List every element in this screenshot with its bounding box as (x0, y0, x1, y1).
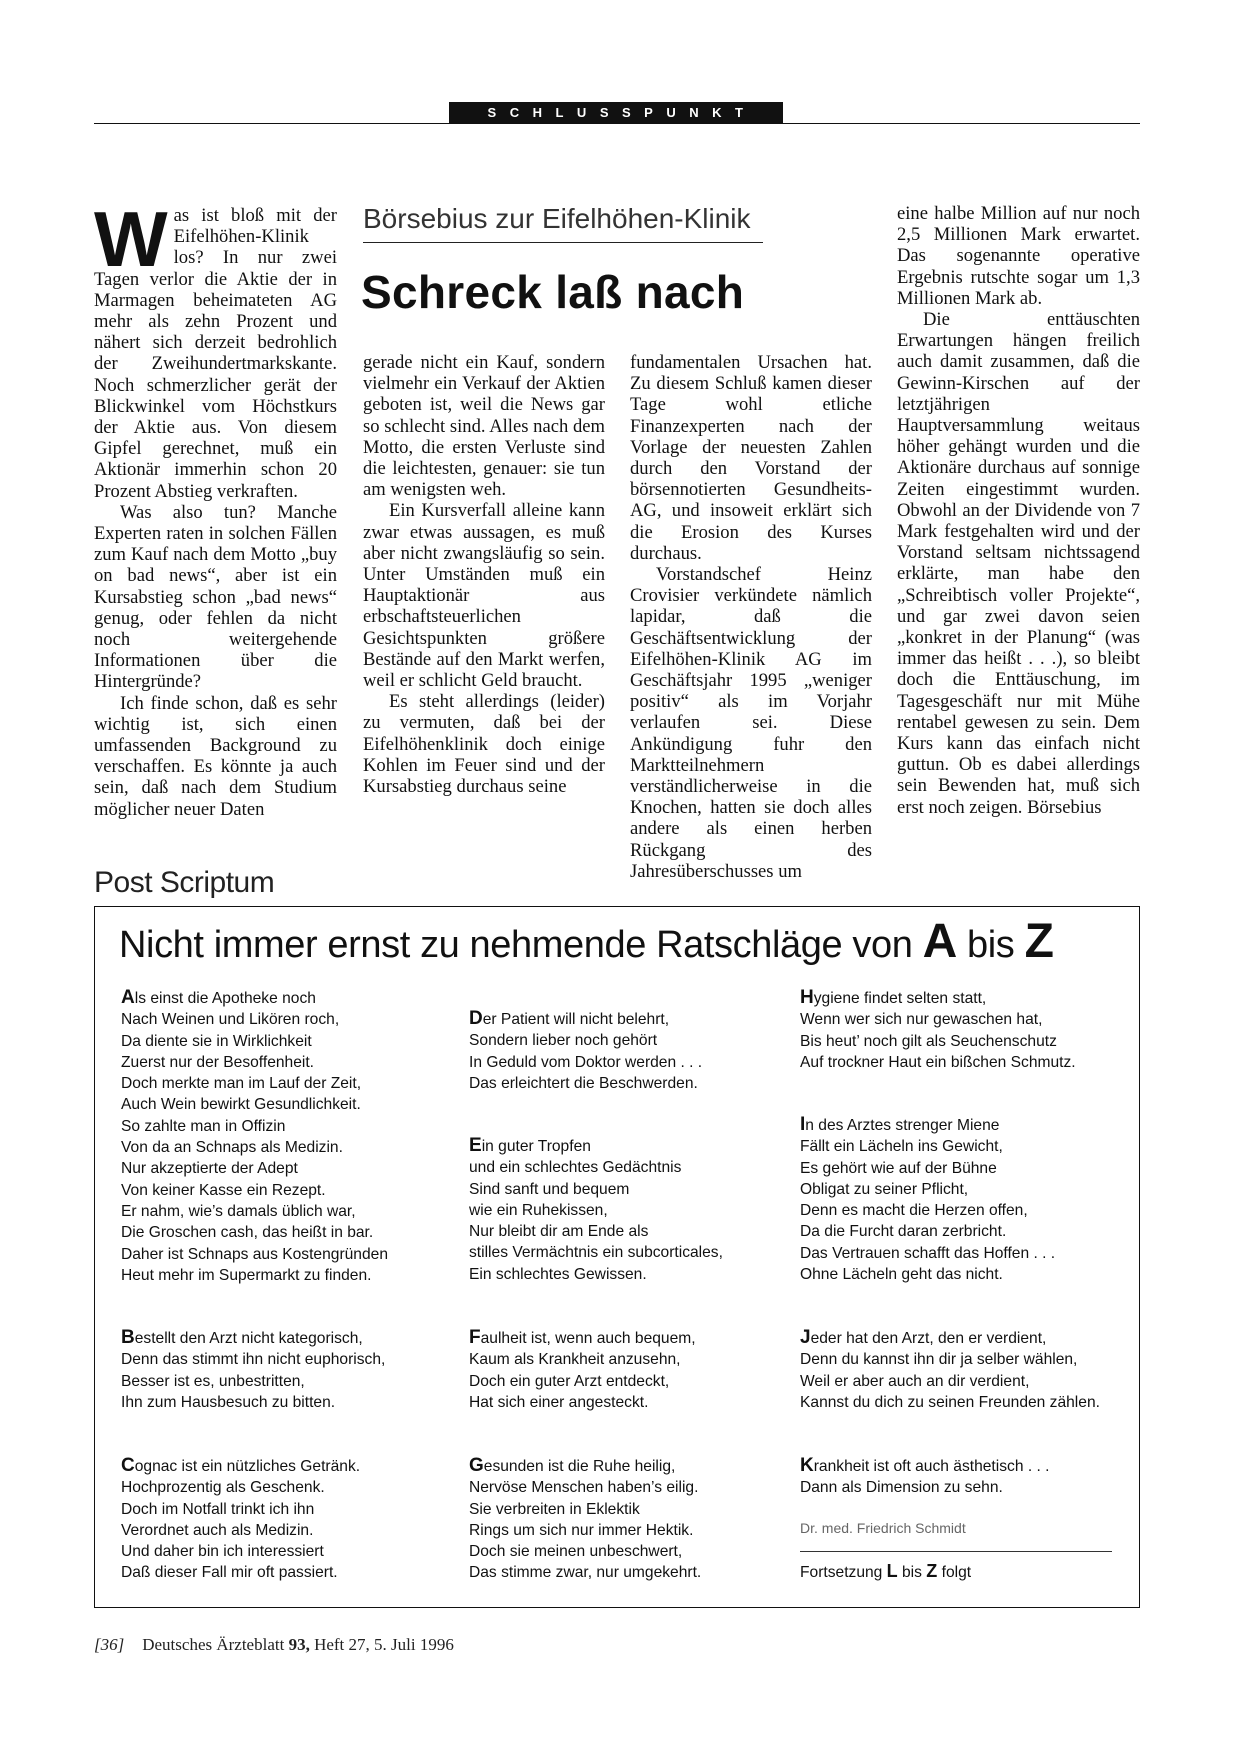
stanza-initial: I (800, 1114, 806, 1135)
stanza-line: Kannst du dich zu seinen Freunden zählen. (800, 1393, 1100, 1411)
stanza-line: und ein schlechtes Gedächtnis (469, 1159, 682, 1177)
stanza-line: Sie verbreiten in Eklektik (469, 1500, 640, 1518)
article-paragraph: Was also tun? Manche Experten raten in solchen Fällen zum Kauf nach dem Motto „buy on bad news“, aber ist ein Kursabstieg schon „bad news“ genug, oder fehlen da nicht noch weitergehende Informationen über die Hintergründe? (94, 501, 337, 693)
stanza-f (469, 1327, 696, 1413)
header-rule (94, 123, 1140, 124)
volume-number: 93, (288, 1635, 310, 1654)
stanza-line: Da die Furcht daran zerbricht. (800, 1223, 1007, 1241)
stanza-line: Cognac ist ein nützliches Getränk. (121, 1455, 361, 1476)
post-scriptum-title: Nicht immer ernst zu nehmende Ratschläge von A bis Z (119, 915, 1054, 968)
article-paragraph: Die enttäuschten Erwartungen hängen freilich auch damit zusammen, daß die Gewinn-Kirschen auf der letztjährigen Hauptversammlung weitaus höher gehängt wurden und die Aktionäre durchaus auf sonnige Zeiten eingestimmt wurden. Obwohl an der Dividende von 7 Mark festgehalten wird und der Vorstand seltsam nichtssagend erklärte, man habe den „Schreibtisch voller Projekte“, und gar zwei davon seien „konkret in der Planung“ (was immer das heißt . . .), so bleibt doch die Enttäuschung, im Tagesgeschäft nur mit Mühe rentabel gewesen zu sein. Dem Kurs kann das einfach nicht guttun. Ob es dabei allerdings sein Bewenden hat, muß sich erst noch zeigen. Börsebius (897, 309, 1140, 818)
page-footer (94, 1634, 454, 1656)
stanza-line: Sondern lieber noch gehört (469, 1032, 658, 1050)
stanza-line: Wenn wer sich nur gewaschen hat, (800, 1011, 1043, 1029)
stanza-line: Er nahm, wie’s damals üblich war, (121, 1202, 356, 1220)
stanza-line: Daß dieser Fall mir oft passiert. (121, 1564, 338, 1582)
stanza-line: Ohne Lächeln geht das nicht. (800, 1266, 1003, 1284)
stanza-line: Der Patient will nicht belehrt, (469, 1008, 670, 1029)
stanza-line: Die Groschen cash, das heißt in bar. (121, 1224, 374, 1242)
kicker-rule (363, 242, 763, 243)
article-column-3 (630, 352, 872, 882)
article-paragraph: Ich finde schon, daß es sehr wichtig ist, sich einen umfassenden Background zu verschaffen. Es könnte ja auch sein, daß nach dem Studium möglicher neuer Daten (94, 692, 337, 820)
stanza-line: Obligat zu seiner Pflicht, (800, 1180, 969, 1198)
stanza-line: Dann als Dimension zu sehn. (800, 1479, 1003, 1497)
stanza-initial: F (469, 1327, 481, 1348)
article-column-2 (363, 352, 605, 797)
article-kicker: Börsebius zur Eifelhöhen-Klinik (363, 203, 751, 234)
stanza-line: Rings um sich nur immer Hektik. (469, 1521, 694, 1539)
article-column-1 (94, 195, 337, 820)
stanza-initial: G (469, 1455, 484, 1476)
stanza-line: Zuerst nur der Besoffenheit. (121, 1053, 315, 1071)
stanza-line: Bestellt den Arzt nicht kategorisch, (121, 1327, 363, 1348)
stanza-line: Ein guter Tropfen (469, 1135, 591, 1156)
stanza-line: Das Vertrauen schafft das Hoffen . . . (800, 1244, 1056, 1262)
article-paragraph: Ein Kursverfall alleine kann zwar etwas aussagen, es muß aber nicht zwangsläufig so sein. Unter Umständen muß ein Hauptaktionär aus erbschaftsteuerlichen Gesichtspunkten größere Bestände auf den Markt werfen, weil er schlicht Geld braucht. (363, 500, 605, 692)
stanza-line: Nach Weinen und Likören roch, (121, 1011, 340, 1029)
stanza-e (469, 1135, 723, 1285)
stanza-line: In Geduld vom Doktor werden . . . (469, 1053, 703, 1071)
article-paragraph: Es steht allerdings (leider) zu vermuten, daß bei der Eifelhöhenklinik doch einige Kohlen im Feuer sind und der Kursabstieg durchaus seine (363, 691, 605, 798)
issue-info: Heft 27, 5. Juli 1996 (314, 1635, 454, 1654)
stanza-line: Ein schlechtes Gewissen. (469, 1265, 647, 1283)
stanza-k (800, 1455, 1050, 1499)
stanza-line: Krankheit ist oft auch ästhetisch . . . (800, 1455, 1050, 1476)
stanza-line: Hat sich einer angesteckt. (469, 1393, 649, 1411)
stanza-initial: K (800, 1455, 814, 1476)
stanza-line: Von da an Schnaps als Medizin. (121, 1139, 343, 1157)
stanza-line: Sind sanft und bequem (469, 1180, 630, 1198)
stanza-line: Das erleichtert die Beschwerden. (469, 1074, 698, 1092)
poem-author: Dr. med. Friedrich Schmidt (800, 1520, 966, 1536)
stanza-g (469, 1455, 701, 1584)
stanza-h (800, 987, 1076, 1073)
stanza-line: Nur bleibt dir am Ende als (469, 1223, 649, 1241)
stanza-line: Von keiner Kasse ein Rezept. (121, 1181, 326, 1199)
stanza-line: Denn es macht die Herzen offen, (800, 1202, 1028, 1220)
stanza-line: Auch Wein bewirkt Gesundlichkeit. (121, 1096, 361, 1114)
stanza-initial: E (469, 1135, 482, 1156)
stanza-line: Gesunden ist die Ruhe heilig, (469, 1455, 676, 1476)
stanza-line: Bis heut’ noch gilt als Seuchenschutz (800, 1032, 1057, 1050)
stanza-initial: H (800, 987, 814, 1008)
stanza-j (800, 1327, 1100, 1413)
stanza-line: Doch sie meinen unbeschwert, (469, 1543, 683, 1561)
stanza-line: Nur akzeptierte der Adept (121, 1160, 298, 1178)
stanza-line: Das stimme zwar, nur umgekehrt. (469, 1564, 702, 1582)
stanza-line: stilles Vermächtnis ein subcorticales, (469, 1244, 723, 1262)
stanza-line: Besser ist es, unbestritten, (121, 1372, 305, 1390)
stanza-d (469, 1008, 702, 1094)
stanza-line: Auf trockner Haut ein bißchen Schmutz. (800, 1053, 1076, 1071)
article-headline: Schreck laß nach (361, 266, 745, 318)
stanza-line: Es gehört wie auf der Bühne (800, 1159, 997, 1177)
stanza-line: Faulheit ist, wenn auch bequem, (469, 1327, 696, 1348)
stanza-initial: D (469, 1008, 483, 1029)
stanza-line: Denn das stimmt ihn nicht euphorisch, (121, 1351, 386, 1369)
stanza-line: Nervöse Menschen haben’s eilig. (469, 1479, 699, 1497)
stanza-a (121, 987, 388, 1286)
stanza-line: Verordnet auch als Medizin. (121, 1521, 314, 1539)
continuation-note: Fortsetzung L bis Z folgt (800, 1561, 972, 1581)
section-label: SCHLUSSPUNKT (449, 102, 783, 123)
stanza-line: Und daher bin ich interessiert (121, 1543, 324, 1561)
stanza-line: Da diente sie in Wirklichkeit (121, 1032, 312, 1050)
article-paragraph: Vorstandschef Heinz Crovisier verkündete nämlich lapidar, daß die Geschäftsentwicklung der Eifelhöhen-Klinik AG im Geschäftsjahr 1995 „weniger positiv“ als im Vorjahr verlaufen sei. Diese Ankündigung fuhr den Marktteilnehmern verständlicherweise in die Knochen, hatten sie doch alles andere als einen herben Rückgang des Jahresüberschusses um (630, 564, 872, 882)
stanza-line: wie ein Ruhekissen, (469, 1201, 608, 1219)
stanza-initial: C (121, 1455, 135, 1476)
dropcap: W (94, 195, 168, 283)
stanza-line: Kaum als Krankheit anzusehn, (469, 1351, 681, 1369)
article-paragraph: eine halbe Million auf nur noch 2,5 Millionen Mark erwartet. Das sogenannte operative Ergebnis rutschte sogar um 1,3 Millionen Mark ab. (897, 203, 1140, 309)
stanza-line: Ihn zum Hausbesuch zu bitten. (121, 1393, 336, 1411)
stanza-line: Heut mehr im Supermarkt zu finden. (121, 1266, 372, 1284)
article-paragraph: Was ist bloß mit der Eifelhöhen-Klinik los? In nur zwei Tagen verlor die Aktie der in Marmagen beheimateten AG mehr als zehn Prozent und nähert sich derzeit bedrohlich der Zweihundertmarkskante. Noch schmerzlicher gerät der Blickwinkel vom Höchstkurs der Aktie aus. Von diesem Gipfel gerechnet, muß ein Aktionär immerhin schon 20 Prozent Abstieg verkraften. (94, 195, 337, 502)
stanza-i (800, 1114, 1055, 1285)
stanza-line: Weil er aber auch an dir verdient, (800, 1372, 1030, 1390)
stanza-line: Daher ist Schnaps aus Kostengründen (121, 1245, 388, 1263)
stanza-line: Fällt ein Lächeln ins Gewicht, (800, 1138, 1003, 1156)
stanza-initial: J (800, 1327, 811, 1348)
stanza-initial: B (121, 1327, 135, 1348)
stanza-line: Doch merkte man im Lauf der Zeit, (121, 1075, 362, 1093)
stanza-line: Doch ein guter Arzt entdeckt, (469, 1372, 670, 1390)
stanza-line: Doch im Notfall trinkt ich ihn (121, 1500, 315, 1518)
article-column-4 (897, 203, 1140, 818)
stanza-line: Hochprozentig als Geschenk. (121, 1479, 325, 1497)
stanza-c (121, 1455, 360, 1584)
stanza-line: So zahlte man in Offizin (121, 1117, 286, 1135)
stanza-line: Hygiene findet selten statt, (800, 987, 987, 1008)
stanza-line: Denn du kannst ihn dir ja selber wählen, (800, 1351, 1078, 1369)
stanza-initial: A (121, 987, 135, 1008)
article-paragraph: gerade nicht ein Kauf, sondern vielmehr ein Verkauf der Aktien geboten ist, weil die News gar so schlecht sind. Alles nach dem Motto, die ersten Verluste sind die leichtesten, genauer: sie tun am wenigsten weh. (363, 352, 605, 501)
page-number: [36] (94, 1635, 125, 1654)
article-paragraph: fundamentalen Ursachen hat. Zu diesem Schluß kamen dieser Tage wohl etliche Finanzexperten nach der Vorlage der neuesten Zahlen durch den Vorstand der börsennotierten Gesundheits-AG, und insoweit erklärt sich die Erosion des Kurses durchaus. (630, 352, 872, 564)
stanza-line: In des Arztes strenger Miene (800, 1114, 1000, 1135)
post-scriptum-label: Post Scriptum (94, 866, 275, 899)
stanza-line: Als einst die Apotheke noch (121, 987, 316, 1008)
author-rule (800, 1551, 1112, 1552)
journal-name: Deutsches Ärzteblatt (142, 1635, 285, 1654)
stanza-line: Jeder hat den Arzt, den er verdient, (800, 1327, 1047, 1348)
stanza-b (121, 1327, 385, 1413)
